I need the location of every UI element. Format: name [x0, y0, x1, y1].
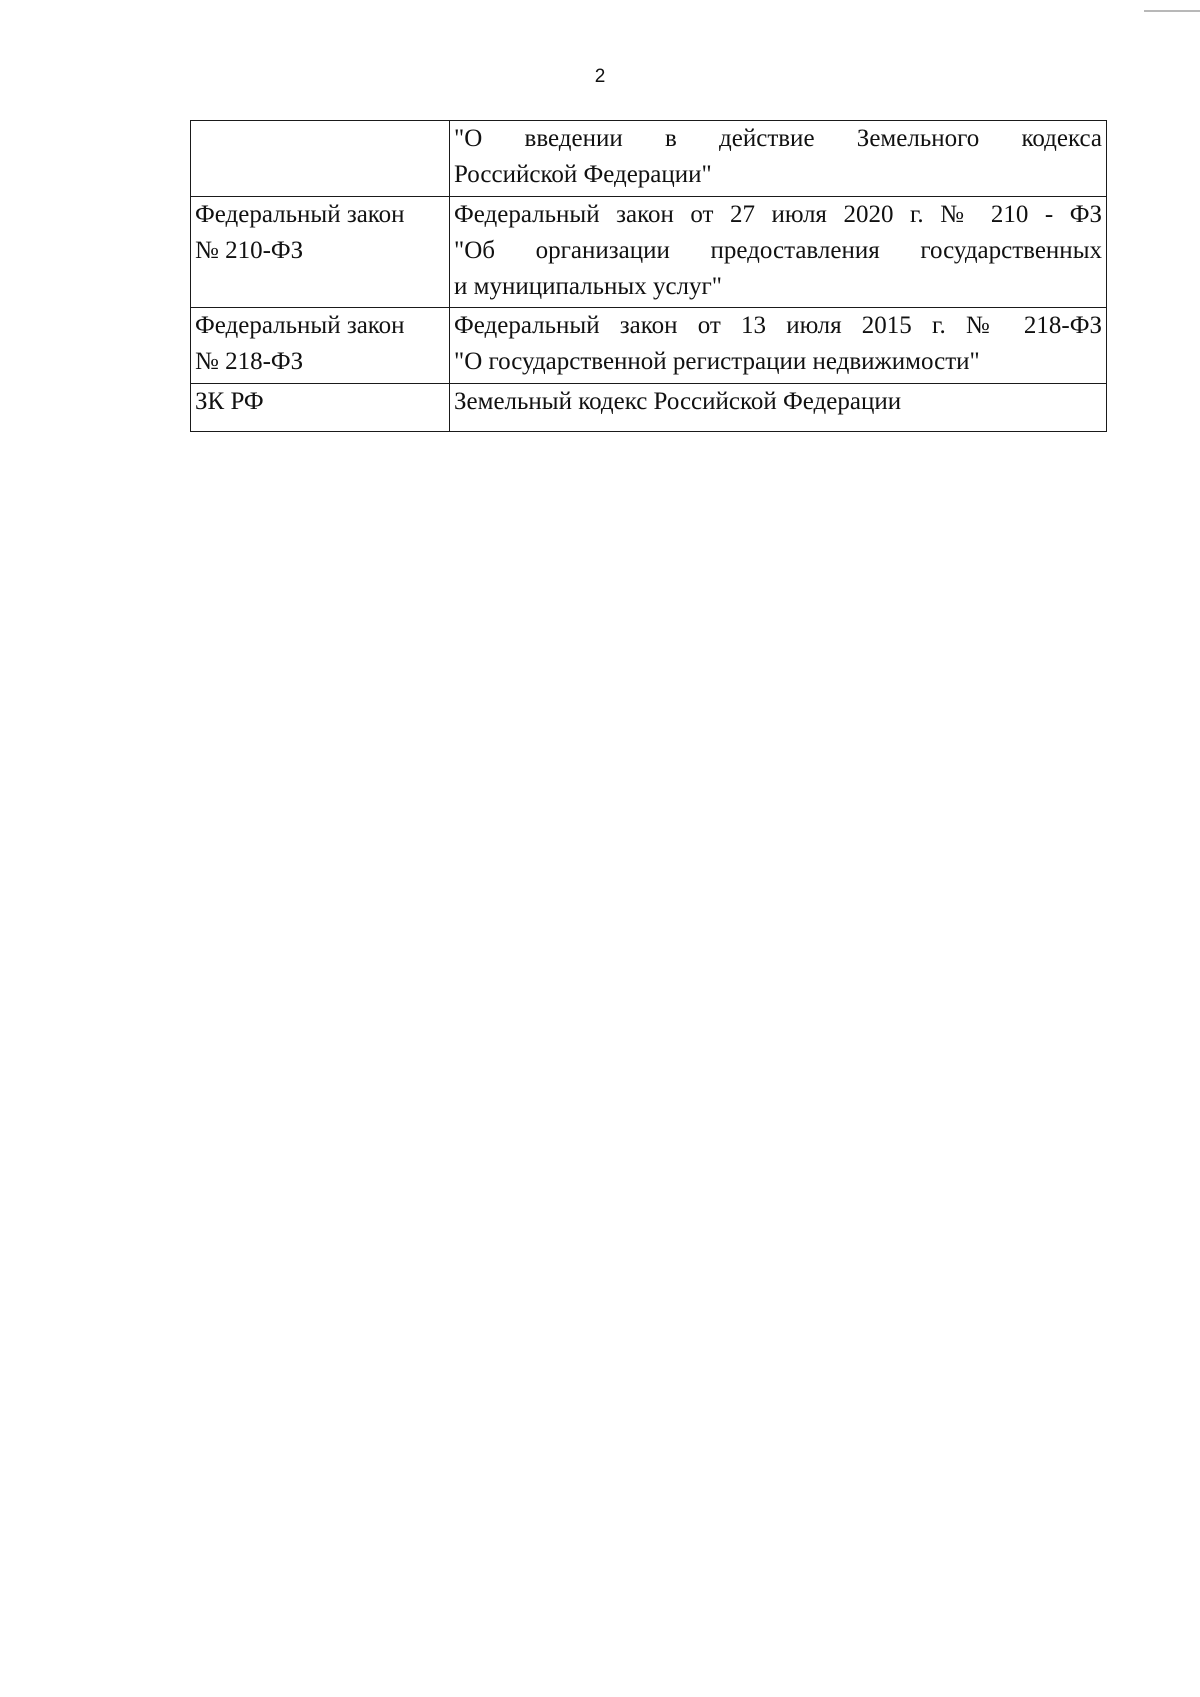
full-name-line: Федеральный закон от 13 июля 2015 г. № 218-ФЗ	[454, 312, 1102, 339]
scan-edge-mark	[1144, 10, 1200, 12]
abbreviation-line: № 218-ФЗ	[195, 348, 304, 375]
full-name-cell	[450, 308, 1107, 384]
full-name-cell	[450, 197, 1107, 308]
full-name-line: "Об организации предоставления государственных	[454, 237, 1102, 264]
table-row	[191, 308, 1107, 384]
page-number: 2	[594, 66, 606, 87]
table-row	[191, 197, 1107, 308]
table-row	[191, 384, 1107, 432]
abbreviation-cell	[191, 384, 450, 432]
full-name-line: Земельный кодекс Российской Федерации	[454, 388, 902, 415]
full-name-line: Федеральный закон от 27 июля 2020 г. № 210 - ФЗ	[454, 201, 1102, 228]
abbreviations-table	[190, 120, 1107, 432]
full-name-cell	[450, 384, 1107, 432]
full-name-line: "О введении в действие Земельного кодекса	[454, 125, 1102, 152]
abbreviation-line: Федеральный закон	[195, 201, 405, 228]
full-name-line: "О государственной регистрации недвижимости"	[454, 348, 980, 375]
abbreviation-line: Федеральный закон	[195, 312, 405, 339]
abbreviation-line: № 210-ФЗ	[195, 237, 304, 264]
full-name-line: и муниципальных услуг"	[454, 273, 722, 300]
abbreviation-cell	[191, 121, 450, 197]
full-name-line: Российской Федерации"	[454, 161, 712, 188]
abbreviation-cell	[191, 197, 450, 308]
abbreviation-cell	[191, 308, 450, 384]
abbreviation-line: ЗК РФ	[195, 388, 264, 415]
full-name-cell	[450, 121, 1107, 197]
table-row	[191, 121, 1107, 197]
